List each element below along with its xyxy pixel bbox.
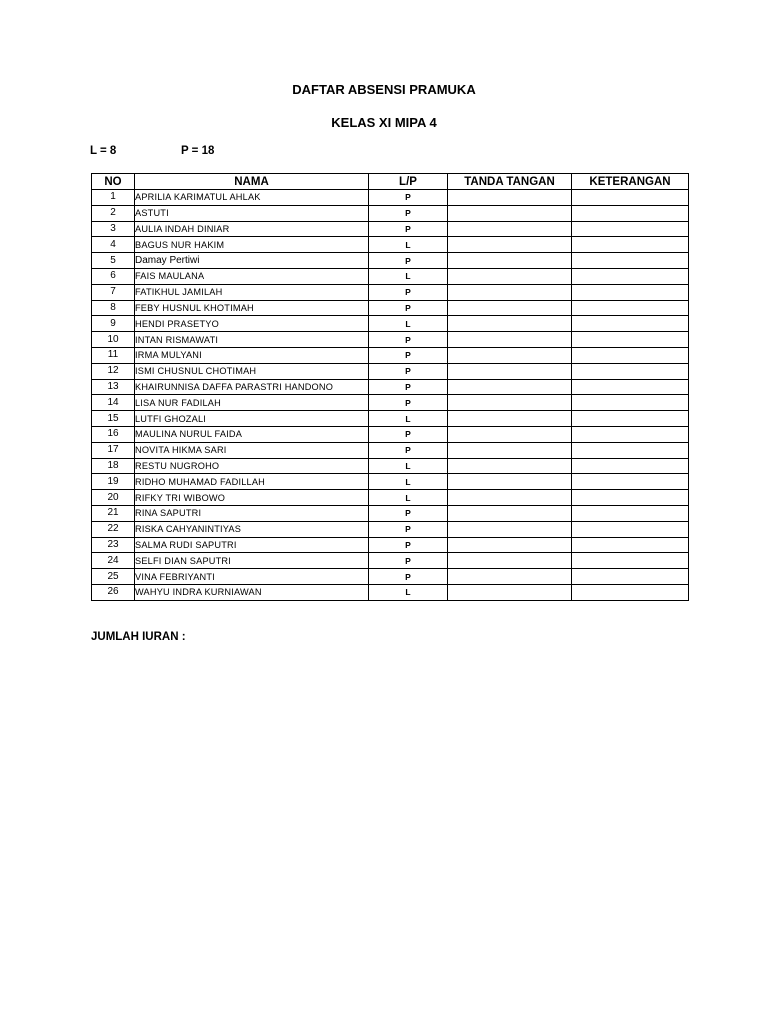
- student-name: AULIA INDAH DINIAR: [135, 221, 369, 237]
- gender-code: L: [369, 458, 448, 474]
- signature-cell: [448, 205, 572, 221]
- student-name: RESTU NUGROHO: [135, 458, 369, 474]
- remarks-cell: [572, 332, 689, 348]
- table-row: [92, 505, 689, 521]
- remarks-cell: [572, 584, 689, 600]
- signature-cell: [448, 442, 572, 458]
- class-subtitle: KELAS XI MIPA 4: [331, 115, 437, 130]
- row-number: 4: [92, 237, 135, 253]
- signature-cell: [448, 316, 572, 332]
- remarks-cell: [572, 284, 689, 300]
- row-number: 6: [92, 268, 135, 284]
- column-header-no: NO: [92, 174, 135, 190]
- male-count: L = 8: [90, 145, 117, 157]
- gender-code: L: [369, 584, 448, 600]
- table-row: [92, 284, 689, 300]
- gender-code: P: [369, 253, 448, 269]
- gender-code: P: [369, 205, 448, 221]
- row-number: 24: [92, 553, 135, 569]
- remarks-cell: [572, 221, 689, 237]
- signature-cell: [448, 490, 572, 506]
- remarks-cell: [572, 442, 689, 458]
- student-name: APRILIA KARIMATUL AHLAK: [135, 190, 369, 206]
- row-number: 14: [92, 395, 135, 411]
- remarks-cell: [572, 395, 689, 411]
- table-body: [92, 190, 689, 601]
- dues-total-label: JUMLAH IURAN :: [91, 631, 186, 643]
- student-name: NOVITA HIKMA SARI: [135, 442, 369, 458]
- signature-cell: [448, 411, 572, 427]
- row-number: 17: [92, 442, 135, 458]
- student-name: HENDI PRASETYO: [135, 316, 369, 332]
- row-number: 12: [92, 363, 135, 379]
- table-row: [92, 205, 689, 221]
- row-number: 26: [92, 584, 135, 600]
- signature-cell: [448, 584, 572, 600]
- student-name: FAIS MAULANA: [135, 268, 369, 284]
- remarks-cell: [572, 363, 689, 379]
- row-number: 25: [92, 569, 135, 585]
- gender-code: P: [369, 332, 448, 348]
- table-row: [92, 190, 689, 206]
- signature-cell: [448, 221, 572, 237]
- column-header-gender: L/P: [369, 174, 448, 190]
- signature-cell: [448, 363, 572, 379]
- student-name: KHAIRUNNISA DAFFA PARASTRI HANDONO: [135, 379, 369, 395]
- row-number: 9: [92, 316, 135, 332]
- remarks-cell: [572, 569, 689, 585]
- row-number: 15: [92, 411, 135, 427]
- signature-cell: [448, 300, 572, 316]
- female-count: P = 18: [181, 145, 215, 157]
- student-name: RINA SAPUTRI: [135, 505, 369, 521]
- student-name: SELFI DIAN SAPUTRI: [135, 553, 369, 569]
- student-name: FATIKHUL JAMILAH: [135, 284, 369, 300]
- table-row: [92, 474, 689, 490]
- gender-code: P: [369, 221, 448, 237]
- signature-cell: [448, 268, 572, 284]
- signature-cell: [448, 569, 572, 585]
- gender-code: P: [369, 284, 448, 300]
- table-row: [92, 347, 689, 363]
- attendance-table: [91, 173, 689, 601]
- row-number: 7: [92, 284, 135, 300]
- signature-cell: [448, 237, 572, 253]
- signature-cell: [448, 347, 572, 363]
- row-number: 23: [92, 537, 135, 553]
- signature-cell: [448, 395, 572, 411]
- remarks-cell: [572, 316, 689, 332]
- signature-cell: [448, 253, 572, 269]
- gender-code: P: [369, 521, 448, 537]
- table-row: [92, 411, 689, 427]
- row-number: 13: [92, 379, 135, 395]
- student-name: VINA FEBRIYANTI: [135, 569, 369, 585]
- student-name: LUTFI GHOZALI: [135, 411, 369, 427]
- gender-code: L: [369, 411, 448, 427]
- table-row: [92, 426, 689, 442]
- signature-cell: [448, 521, 572, 537]
- column-header-signature: TANDA TANGAN: [448, 174, 572, 190]
- column-header-remarks: KETERANGAN: [572, 174, 689, 190]
- table-row: [92, 442, 689, 458]
- document-title: DAFTAR ABSENSI PRAMUKA: [292, 82, 476, 97]
- remarks-cell: [572, 237, 689, 253]
- student-name: LISA NUR FADILAH: [135, 395, 369, 411]
- row-number: 20: [92, 490, 135, 506]
- remarks-cell: [572, 379, 689, 395]
- table-row: [92, 521, 689, 537]
- signature-cell: [448, 332, 572, 348]
- signature-cell: [448, 458, 572, 474]
- student-name: RIDHO MUHAMAD FADILLAH: [135, 474, 369, 490]
- table-row: [92, 316, 689, 332]
- table-row: [92, 300, 689, 316]
- gender-code: L: [369, 316, 448, 332]
- remarks-cell: [572, 521, 689, 537]
- gender-code: L: [369, 490, 448, 506]
- gender-code: P: [369, 569, 448, 585]
- column-header-name: NAMA: [135, 174, 369, 190]
- table-row: [92, 253, 689, 269]
- gender-code: L: [369, 474, 448, 490]
- row-number: 19: [92, 474, 135, 490]
- student-name: BAGUS NUR HAKIM: [135, 237, 369, 253]
- remarks-cell: [572, 347, 689, 363]
- gender-code: P: [369, 395, 448, 411]
- gender-code: P: [369, 379, 448, 395]
- table-header-row: [92, 174, 689, 190]
- remarks-cell: [572, 190, 689, 206]
- student-name: Damay Pertiwi: [135, 253, 369, 269]
- remarks-cell: [572, 268, 689, 284]
- signature-cell: [448, 537, 572, 553]
- remarks-cell: [572, 474, 689, 490]
- table-row: [92, 537, 689, 553]
- gender-code: L: [369, 268, 448, 284]
- student-name: WAHYU INDRA KURNIAWAN: [135, 584, 369, 600]
- gender-code: L: [369, 237, 448, 253]
- table-row: [92, 332, 689, 348]
- table-row: [92, 584, 689, 600]
- table-row: [92, 268, 689, 284]
- signature-cell: [448, 474, 572, 490]
- table-row: [92, 237, 689, 253]
- signature-cell: [448, 190, 572, 206]
- student-name: INTAN RISMAWATI: [135, 332, 369, 348]
- row-number: 16: [92, 426, 135, 442]
- remarks-cell: [572, 458, 689, 474]
- student-name: ASTUTI: [135, 205, 369, 221]
- remarks-cell: [572, 253, 689, 269]
- gender-code: P: [369, 505, 448, 521]
- remarks-cell: [572, 411, 689, 427]
- table-row: [92, 458, 689, 474]
- signature-cell: [448, 284, 572, 300]
- table-row: [92, 379, 689, 395]
- gender-code: P: [369, 190, 448, 206]
- student-name: SALMA RUDI SAPUTRI: [135, 537, 369, 553]
- student-name: FEBY HUSNUL KHOTIMAH: [135, 300, 369, 316]
- student-name: MAULINA NURUL FAIDA: [135, 426, 369, 442]
- row-number: 1: [92, 190, 135, 206]
- row-number: 8: [92, 300, 135, 316]
- gender-code: P: [369, 426, 448, 442]
- student-name: RISKA CAHYANINTIYAS: [135, 521, 369, 537]
- student-name: IRMA MULYANI: [135, 347, 369, 363]
- signature-cell: [448, 426, 572, 442]
- row-number: 2: [92, 205, 135, 221]
- remarks-cell: [572, 205, 689, 221]
- remarks-cell: [572, 300, 689, 316]
- signature-cell: [448, 553, 572, 569]
- gender-code: P: [369, 537, 448, 553]
- student-name: ISMI CHUSNUL CHOTIMAH: [135, 363, 369, 379]
- signature-cell: [448, 379, 572, 395]
- row-number: 21: [92, 505, 135, 521]
- table-row: [92, 569, 689, 585]
- signature-cell: [448, 505, 572, 521]
- table-row: [92, 395, 689, 411]
- row-number: 22: [92, 521, 135, 537]
- gender-code: P: [369, 553, 448, 569]
- remarks-cell: [572, 426, 689, 442]
- remarks-cell: [572, 505, 689, 521]
- row-number: 3: [92, 221, 135, 237]
- gender-code: P: [369, 442, 448, 458]
- remarks-cell: [572, 490, 689, 506]
- table-row: [92, 221, 689, 237]
- remarks-cell: [572, 553, 689, 569]
- gender-code: P: [369, 363, 448, 379]
- table-row: [92, 363, 689, 379]
- row-number: 5: [92, 253, 135, 269]
- row-number: 10: [92, 332, 135, 348]
- table-row: [92, 490, 689, 506]
- row-number: 18: [92, 458, 135, 474]
- student-name: RIFKY TRI WIBOWO: [135, 490, 369, 506]
- remarks-cell: [572, 537, 689, 553]
- row-number: 11: [92, 347, 135, 363]
- gender-code: P: [369, 347, 448, 363]
- table-row: [92, 553, 689, 569]
- gender-code: P: [369, 300, 448, 316]
